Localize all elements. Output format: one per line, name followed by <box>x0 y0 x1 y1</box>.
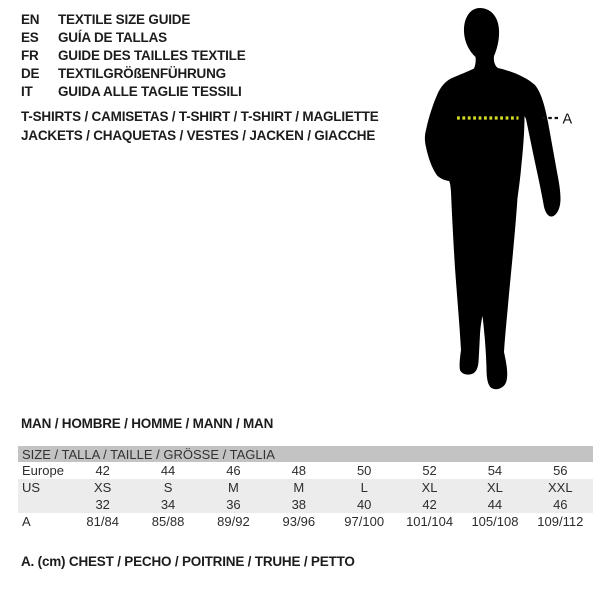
table-cell: 97/100 <box>344 514 385 529</box>
language-label: TEXTILE SIZE GUIDE <box>58 12 191 27</box>
table-cell: 50 <box>356 463 372 478</box>
table-cell: 38 <box>291 497 307 512</box>
table-cell: 42 <box>95 463 110 478</box>
size-table <box>18 446 593 530</box>
language-label: GUÍA DE TALLAS <box>58 30 167 45</box>
table-cell: 32 <box>95 497 110 512</box>
table-cell: 44 <box>487 497 503 512</box>
table-cell: 56 <box>553 463 568 478</box>
section-title-man: MAN / HOMBRE / HOMME / MANN / MAN <box>21 416 274 431</box>
table-cell: 81/84 <box>86 514 119 529</box>
size-table-header: SIZE / TALLA / TAILLE / GRÖSSE / TAGLIA <box>18 446 593 462</box>
table-cell: 40 <box>356 497 372 512</box>
language-code: ES <box>21 30 39 45</box>
table-cell: 36 <box>226 497 241 512</box>
table-cell: 105/108 <box>471 514 519 529</box>
row-label <box>18 496 70 513</box>
language-row-it <box>21 83 246 101</box>
table-row-europe <box>18 462 593 479</box>
table-cell: 44 <box>160 463 176 478</box>
language-code: DE <box>21 66 40 81</box>
table-cell: XL <box>421 480 438 495</box>
table-cell: 85/88 <box>151 514 185 529</box>
table-cell: 52 <box>422 463 437 478</box>
language-code: FR <box>21 48 39 63</box>
language-label: GUIDE DES TAILLES TEXTILE <box>58 48 246 63</box>
table-cell: XL <box>486 480 503 495</box>
table-row-chest-cm <box>18 513 593 530</box>
language-list <box>21 11 246 101</box>
table-cell: 46 <box>226 463 241 478</box>
table-cell: M <box>228 480 239 495</box>
table-cell: 93/96 <box>282 514 316 529</box>
measure-footnote: A. (cm) CHEST / PECHO / POITRINE / TRUHE / PETTO <box>21 554 355 569</box>
language-row-en <box>21 11 246 29</box>
table-cell: S <box>163 480 173 495</box>
table-cell: 89/92 <box>217 514 250 529</box>
language-row-es <box>21 29 246 47</box>
table-cell: 34 <box>160 497 176 512</box>
table-row-us-letters <box>18 479 593 496</box>
category-jackets: JACKETS / CHAQUETAS / VESTES / JACKEN / GIACCHE <box>21 128 376 143</box>
table-cell: 46 <box>553 497 568 512</box>
silhouette-shape <box>425 8 561 389</box>
language-label: TEXTILGRÖßENFÜHRUNG <box>58 66 226 81</box>
table-row-us-numbers <box>18 496 593 513</box>
table-cell: 109/112 <box>537 514 584 529</box>
table-cell: XS <box>94 480 112 495</box>
category-tshirts: T-SHIRTS / CAMISETAS / T-SHIRT / T-SHIRT / MAGLIETTE <box>21 109 379 124</box>
size-table-header-row <box>18 446 593 462</box>
table-cell: 42 <box>422 497 437 512</box>
category-list <box>21 107 379 145</box>
table-cell: L <box>360 480 368 495</box>
language-code: EN <box>21 12 40 27</box>
table-cell: 54 <box>487 463 503 478</box>
table-cell: M <box>293 480 305 495</box>
man-silhouette <box>390 0 600 400</box>
table-cell: 48 <box>291 463 307 478</box>
language-row-de <box>21 65 246 83</box>
table-cell: 101/104 <box>406 514 454 529</box>
measure-label-a: A <box>562 111 573 128</box>
row-label: Europe <box>22 463 64 478</box>
table-cell: XXL <box>548 480 573 495</box>
language-label: GUIDA ALLE TAGLIE TESSILI <box>58 84 242 99</box>
row-label: A <box>22 514 31 529</box>
language-row-fr <box>21 47 246 65</box>
row-label: US <box>22 480 41 495</box>
language-code: IT <box>21 84 33 99</box>
